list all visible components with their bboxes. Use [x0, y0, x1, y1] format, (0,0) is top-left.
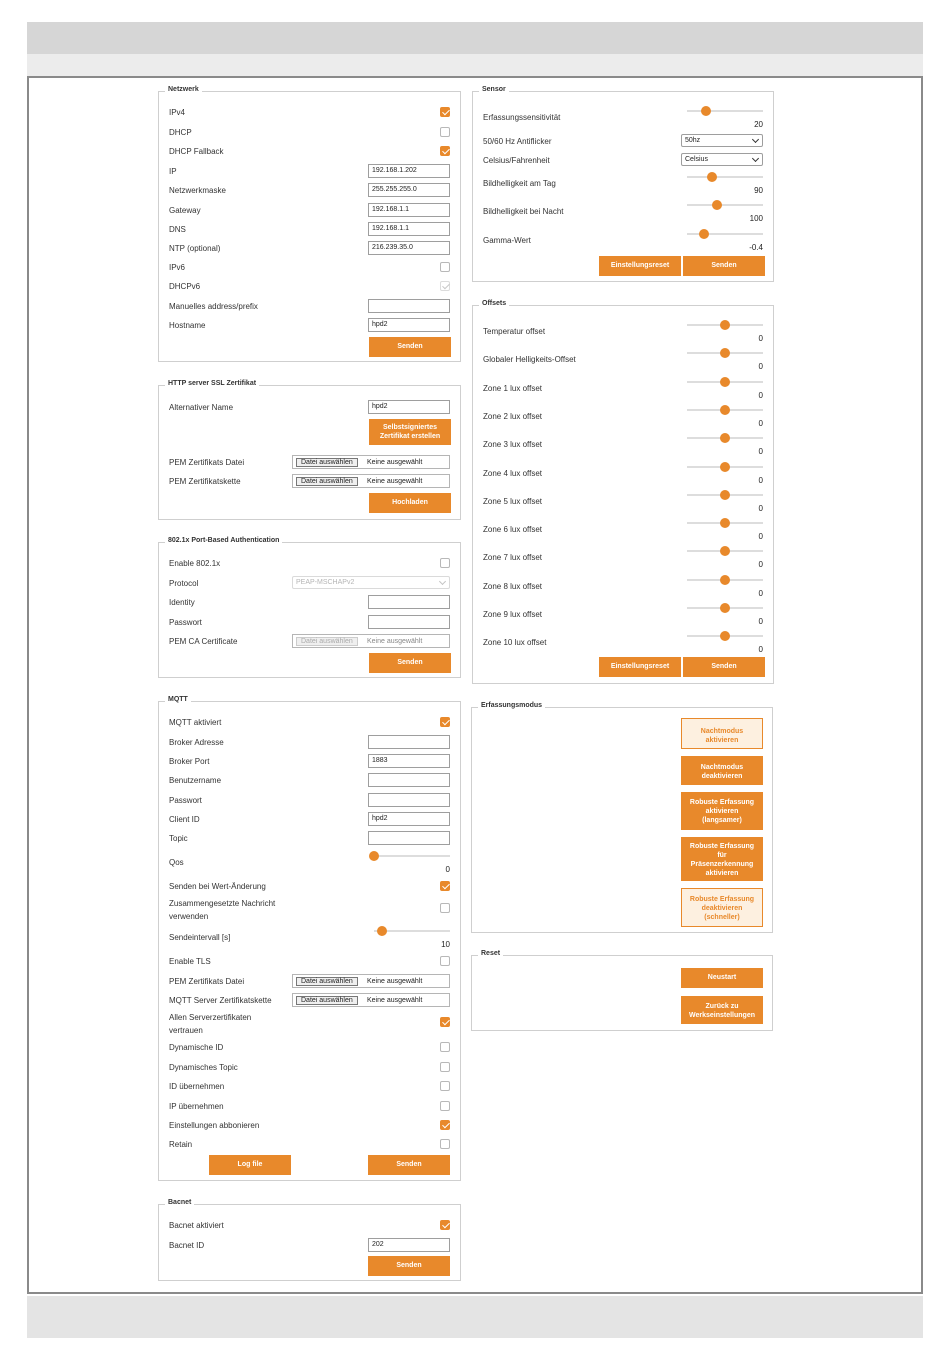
restart-button[interactable]: Neustart: [681, 968, 763, 988]
retain-label: Retain: [169, 1140, 193, 1149]
gamma-label: Gamma-Wert: [483, 236, 531, 245]
bacnet-active-checkbox[interactable]: [440, 1220, 450, 1230]
offset-slider[interactable]: [687, 607, 763, 609]
ip-take-label: IP übernehmen: [169, 1102, 224, 1111]
bacnet-send-button[interactable]: Senden: [368, 1256, 450, 1276]
slider-thumb[interactable]: [707, 172, 717, 182]
antiflicker-select[interactable]: 50hz: [681, 134, 763, 147]
offset-slider[interactable]: [687, 550, 763, 552]
slider-thumb[interactable]: [701, 106, 711, 116]
username-input[interactable]: [368, 773, 450, 787]
dyn-topic-label: Dynamisches Topic: [169, 1063, 238, 1072]
file-choose-button[interactable]: Datei auswählen: [296, 477, 358, 486]
offset-value: 0: [758, 588, 763, 598]
offset-row: [483, 462, 763, 486]
dot1x-password-input[interactable]: [368, 615, 450, 629]
enable-8021x-label: Enable 802.1x: [169, 559, 221, 568]
offset-row: [483, 348, 763, 372]
offset-slider[interactable]: [687, 494, 763, 496]
offset-value: 0: [758, 532, 763, 542]
alt-name-label: Alternativer Name: [169, 403, 234, 412]
sensor-panel: [472, 86, 774, 282]
netzwerk-panel: [158, 86, 461, 362]
modus-legend: Erfassungsmodus: [478, 702, 545, 709]
offset-row: [483, 405, 763, 429]
manual-address-input[interactable]: [368, 299, 450, 313]
ipv6-label: IPv6: [169, 263, 186, 272]
slider-thumb[interactable]: [720, 462, 730, 472]
slider-thumb[interactable]: [720, 433, 730, 443]
combined-checkbox[interactable]: [440, 903, 450, 913]
night-brightness-label: Bildhelligkeit bei Nacht: [483, 207, 564, 216]
ip-input[interactable]: 192.168.1.202: [368, 164, 450, 178]
night-mode-on-button[interactable]: Nachtmodus aktivieren: [681, 718, 763, 749]
dhcp-label: DHCP: [169, 128, 192, 137]
file-none-text: Keine ausgewählt: [367, 478, 423, 485]
night-mode-off-button[interactable]: Nachtmodus deaktivieren: [681, 756, 763, 785]
offset-row: [483, 546, 763, 570]
file-choose-button[interactable]: Datei auswählen: [296, 637, 358, 646]
mqtt-pem-file-label: PEM Zertifikats Datei: [169, 977, 245, 986]
sensor-legend: Sensor: [479, 86, 509, 93]
sensitivity-value: 20: [754, 120, 763, 129]
offset-slider[interactable]: [687, 352, 763, 354]
tls-label: Enable TLS: [169, 957, 211, 966]
offset-slider[interactable]: [687, 522, 763, 524]
offset-row: [483, 518, 763, 542]
dyn-id-label: Dynamische ID: [169, 1043, 224, 1052]
unit-label: Celsius/Fahrenheit: [483, 156, 550, 165]
dot1x-password-label: Passwort: [169, 618, 202, 627]
bacnet-legend: Bacnet: [165, 1199, 194, 1206]
file-choose-button[interactable]: Datei auswählen: [296, 996, 358, 1005]
gateway-input[interactable]: 192.168.1.1: [368, 203, 450, 217]
broker-input[interactable]: [368, 735, 450, 749]
offset-row: [483, 490, 763, 514]
trust-all-checkbox[interactable]: [440, 1017, 450, 1027]
bacnet-panel: [158, 1199, 461, 1281]
self-signed-button[interactable]: Selbstsigniertes Zertifikat erstellen: [369, 419, 451, 445]
file-choose-button[interactable]: Datei auswählen: [296, 977, 358, 986]
file-choose-button[interactable]: Datei auswählen: [296, 458, 358, 467]
dhcpv6-label: DHCPv6: [169, 282, 201, 291]
netzwerk-send-button[interactable]: Senden: [369, 337, 451, 357]
offsets-panel: [472, 300, 774, 684]
gamma-slider[interactable]: [687, 233, 763, 235]
night-brightness-slider[interactable]: [687, 204, 763, 206]
netzwerk-legend: Netzwerk: [165, 86, 202, 93]
server-chain-label: MQTT Server Zertifikatskette: [169, 996, 272, 1005]
pem-file-input[interactable]: [292, 455, 450, 469]
file-none-text: Keine ausgewählt: [367, 638, 423, 645]
offset-value: 0: [758, 362, 763, 372]
file-none-text: Keine ausgewählt: [367, 997, 423, 1004]
offset-slider[interactable]: [687, 381, 763, 383]
subscribe-label: Einstellungen abbonieren: [169, 1121, 260, 1130]
pem-ca-input[interactable]: [292, 634, 450, 648]
slider-thumb[interactable]: [720, 546, 730, 556]
dns-input[interactable]: 192.168.1.1: [368, 222, 450, 236]
reset-panel: [471, 950, 773, 1031]
mask-label: Netzwerkmaske: [169, 186, 226, 195]
offset-value: 0: [758, 334, 763, 343]
gamma-value: -0.4: [749, 243, 763, 252]
dyn-topic-checkbox[interactable]: [440, 1062, 450, 1072]
ssl-legend: HTTP server SSL Zertifikat: [165, 380, 259, 387]
upload-button[interactable]: Hochladen: [369, 493, 451, 513]
sensitivity-slider[interactable]: [687, 110, 763, 112]
offset-row: [483, 631, 763, 655]
ntp-input[interactable]: 216.239.35.0: [368, 241, 450, 255]
offset-label: Zone 4 lux offset: [483, 468, 542, 478]
offsets-reset-button[interactable]: Einstellungsreset: [599, 657, 681, 677]
offset-row: [483, 575, 763, 599]
pem-chain-input[interactable]: [292, 474, 450, 488]
client-id-input[interactable]: hpd2: [368, 812, 450, 826]
slider-thumb[interactable]: [720, 348, 730, 358]
day-brightness-value: 90: [754, 186, 763, 195]
bacnet-active-label: Bacnet aktiviert: [169, 1221, 224, 1230]
offset-slider[interactable]: [687, 579, 763, 581]
offset-slider[interactable]: [687, 409, 763, 411]
protocol-label: Protocol: [169, 579, 199, 588]
dhcp-fallback-label: DHCP Fallback: [169, 147, 224, 156]
sensor-send-button[interactable]: Senden: [683, 256, 765, 276]
reset-legend: Reset: [478, 950, 503, 957]
id-take-checkbox[interactable]: [440, 1081, 450, 1091]
offset-label: Zone 3 lux offset: [483, 440, 542, 450]
slider-thumb[interactable]: [377, 926, 387, 936]
alt-name-input[interactable]: hpd2: [368, 400, 450, 414]
subscribe-checkbox[interactable]: [440, 1120, 450, 1130]
dhcpv6-checkbox[interactable]: [440, 281, 450, 291]
offset-label: Zone 9 lux offset: [483, 610, 542, 619]
robust-off-button[interactable]: Robuste Erfassung deaktivieren (schneller): [681, 888, 763, 927]
file-none-text: Keine ausgewählt: [367, 978, 423, 985]
slider-thumb[interactable]: [720, 377, 730, 387]
offset-label: Zone 2 lux offset: [483, 411, 542, 421]
offset-slider[interactable]: [687, 437, 763, 439]
pem-file-label: PEM Zertifikats Datei: [169, 458, 245, 467]
send-on-change-label: Senden bei Wert-Änderung: [169, 882, 266, 891]
offset-label: Zone 6 lux offset: [483, 525, 542, 535]
mqtt-legend: MQTT: [165, 696, 191, 703]
gateway-label: Gateway: [169, 206, 201, 215]
ssl-panel: [158, 380, 461, 520]
mqtt-password-input[interactable]: [368, 793, 450, 807]
bacnet-id-input[interactable]: 202: [368, 1238, 450, 1252]
day-brightness-label: Bildhelligkeit am Tag: [483, 179, 556, 188]
send-on-change-checkbox[interactable]: [440, 881, 450, 891]
manual-address-label: Manuelles address/prefix: [169, 302, 258, 311]
slider-thumb[interactable]: [720, 320, 730, 330]
slider-thumb[interactable]: [720, 490, 730, 500]
hostname-label: Hostname: [169, 321, 206, 330]
username-label: Benutzername: [169, 776, 222, 785]
slider-thumb[interactable]: [720, 603, 730, 613]
ipv4-checkbox[interactable]: [440, 107, 450, 117]
offset-value: 0: [758, 447, 763, 457]
dhcp-checkbox[interactable]: [440, 127, 450, 137]
offsets-legend: Offsets: [479, 300, 509, 307]
dhcp-fallback-checkbox[interactable]: [440, 146, 450, 156]
ipv6-checkbox[interactable]: [440, 262, 450, 272]
offsets-send-button[interactable]: Senden: [683, 657, 765, 677]
mqtt-pem-file-input[interactable]: [292, 974, 450, 988]
trust-all-label: Allen Serverzertifikaten vertrauen: [169, 1013, 252, 1035]
pem-ca-label: PEM CA Certificate: [169, 637, 238, 646]
ipv4-label: IPv4: [169, 108, 186, 117]
interval-slider[interactable]: [374, 930, 450, 932]
slider-thumb[interactable]: [720, 575, 730, 585]
qos-value: 0: [445, 865, 450, 874]
offset-label: Zone 8 lux offset: [483, 581, 542, 591]
dns-label: DNS: [169, 225, 186, 234]
hostname-input[interactable]: hpd2: [368, 318, 450, 332]
offset-slider[interactable]: [687, 635, 763, 637]
protocol-select[interactable]: PEAP-MSCHAPv2: [292, 576, 450, 589]
offset-row: [483, 433, 763, 457]
topic-label: Topic: [169, 834, 188, 843]
day-brightness-slider[interactable]: [687, 176, 763, 178]
offset-label: Zone 7 lux offset: [483, 553, 542, 563]
top-bar: [27, 22, 923, 54]
slider-thumb[interactable]: [712, 200, 722, 210]
mqtt-panel: [158, 696, 461, 1181]
mqtt-send-button[interactable]: Senden: [368, 1155, 450, 1175]
offset-row: [483, 377, 763, 401]
port-label: Broker Port: [169, 757, 210, 766]
offset-slider[interactable]: [687, 324, 763, 326]
qos-label: Qos: [169, 858, 184, 867]
log-file-button[interactable]: Log file: [209, 1155, 291, 1175]
slider-thumb[interactable]: [369, 851, 379, 861]
offset-value: 0: [758, 503, 763, 513]
slider-thumb[interactable]: [699, 229, 709, 239]
dyn-id-checkbox[interactable]: [440, 1042, 450, 1052]
sensor-reset-button[interactable]: Einstellungsreset: [599, 256, 681, 276]
offset-row: [483, 603, 763, 627]
offset-value: 0: [758, 418, 763, 428]
night-brightness-value: 100: [749, 214, 763, 223]
offset-label: Zone 1 lux offset: [483, 383, 542, 393]
offset-label: Globaler Helligkeits-Offset: [483, 355, 576, 365]
mqtt-active-label: MQTT aktiviert: [169, 718, 222, 727]
retain-checkbox[interactable]: [440, 1139, 450, 1149]
offset-label: Zone 5 lux offset: [483, 496, 542, 506]
pem-chain-label: PEM Zertifikatskette: [169, 477, 241, 486]
bacnet-id-label: Bacnet ID: [169, 1241, 205, 1250]
identity-input[interactable]: [368, 595, 450, 609]
enable-8021x-checkbox[interactable]: [440, 558, 450, 568]
server-chain-input[interactable]: [292, 993, 450, 1007]
offset-value: 0: [758, 645, 763, 655]
bottom-bar: [27, 1296, 923, 1338]
dot1x-legend: 802.1x Port-Based Authentication: [165, 537, 282, 544]
offset-slider[interactable]: [687, 466, 763, 468]
unit-select[interactable]: Celsius: [681, 153, 763, 166]
ntp-label: NTP (optional): [169, 244, 221, 253]
id-take-label: ID übernehmen: [169, 1082, 225, 1091]
robust-presence-button[interactable]: Robuste Erfassung für Präsenzerkennung aktivieren: [681, 837, 763, 881]
offset-value: 0: [758, 617, 763, 626]
offset-value: 0: [758, 475, 763, 485]
offset-value: 0: [758, 560, 763, 570]
port-input[interactable]: 1883: [368, 754, 450, 768]
tls-checkbox[interactable]: [440, 956, 450, 966]
ip-take-checkbox[interactable]: [440, 1101, 450, 1111]
interval-value: 10: [441, 940, 450, 949]
topic-input[interactable]: [368, 831, 450, 845]
top-subbar: [27, 54, 923, 76]
interval-label: Sendeintervall [s]: [169, 933, 231, 942]
offset-label: Temperatur offset: [483, 327, 546, 336]
broker-label: Broker Adresse: [169, 738, 224, 747]
factory-reset-button[interactable]: Zurück zu Werkseinstellungen: [681, 996, 763, 1024]
offset-value: 0: [758, 390, 763, 400]
mqtt-active-checkbox[interactable]: [440, 717, 450, 727]
slider-thumb[interactable]: [720, 518, 730, 528]
modus-panel: [471, 702, 773, 933]
robust-slow-button[interactable]: Robuste Erfassung aktivieren (langsamer): [681, 792, 763, 830]
identity-label: Identity: [169, 598, 195, 607]
antiflicker-label: 50/60 Hz Antiflicker: [483, 137, 552, 146]
dot1x-send-button[interactable]: Senden: [369, 653, 451, 673]
mask-input[interactable]: 255.255.255.0: [368, 183, 450, 197]
qos-slider[interactable]: [374, 855, 450, 857]
dot1x-panel: [158, 537, 461, 678]
sensitivity-label: Erfassungssensitivität: [483, 113, 561, 122]
client-id-label: Client ID: [169, 815, 200, 824]
slider-thumb[interactable]: [720, 405, 730, 415]
ip-label: IP: [169, 167, 177, 176]
offset-row: [483, 320, 763, 344]
combined-label: Zusammengesetzte Nachricht verwenden: [169, 899, 276, 921]
slider-thumb[interactable]: [720, 631, 730, 641]
offset-label: Zone 10 lux offset: [483, 638, 547, 648]
mqtt-password-label: Passwort: [169, 796, 202, 805]
file-none-text: Keine ausgewählt: [367, 459, 423, 466]
